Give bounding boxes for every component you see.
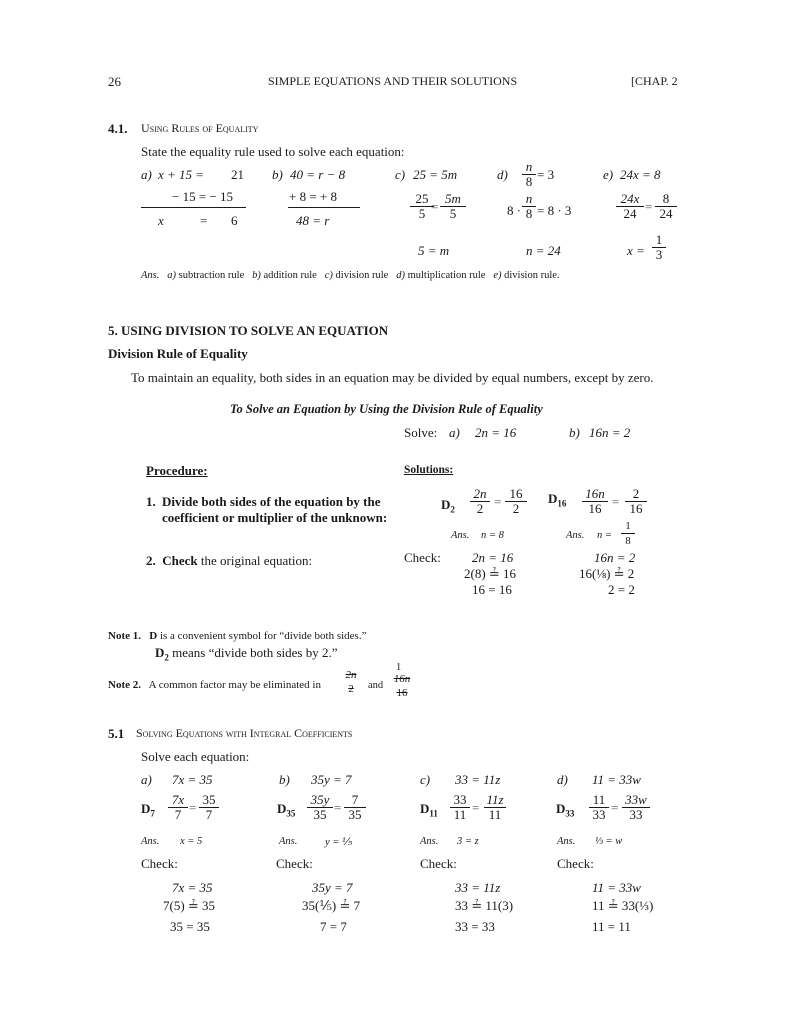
sum-rule bbox=[141, 207, 246, 208]
check-b-3: 2 = 2 bbox=[608, 582, 635, 597]
line1-right: 21 bbox=[231, 167, 244, 182]
line3-left: x bbox=[158, 213, 164, 228]
step-1-line-2: coefficient or multiplier of the unknown: bbox=[162, 510, 388, 525]
line1: 40 = r − 8 bbox=[290, 167, 346, 182]
equals: = bbox=[612, 494, 620, 509]
line2-left: 8 · bbox=[507, 203, 522, 218]
solve-b-label: b) bbox=[569, 425, 580, 440]
note-2-and: and bbox=[368, 680, 384, 691]
line3: 5 = m bbox=[418, 243, 450, 258]
check-b-1: 16n = 2 bbox=[594, 550, 636, 565]
label: a) bbox=[141, 167, 152, 182]
equals: = bbox=[645, 199, 653, 214]
equals: = bbox=[494, 494, 502, 509]
solve-label: Solve: bbox=[404, 425, 438, 440]
line3-eq: = bbox=[200, 213, 208, 228]
fraction-left: $\frac{24x}{24}$ bbox=[616, 192, 644, 221]
ans-label-a: Ans. bbox=[451, 530, 470, 541]
ans-value-a: n = 8 bbox=[481, 530, 504, 541]
chapter-label: [CHAP. 2 bbox=[631, 74, 678, 88]
problem-title-4-1: Using Rules of Equality bbox=[141, 121, 259, 135]
line2-right: = 8 · 3 bbox=[537, 203, 572, 218]
label: d) bbox=[497, 167, 508, 182]
ans-label-b: Ans. bbox=[566, 530, 585, 541]
subheading: To Solve an Equation by Using the Division Rule of Equality bbox=[230, 402, 543, 416]
procedure-heading: Procedure: bbox=[146, 463, 208, 478]
note-2-cancel-top: 1 bbox=[396, 662, 402, 673]
line3-right: 6 bbox=[231, 213, 238, 228]
line1-right: = 3 bbox=[537, 167, 555, 182]
page-number: 26 bbox=[108, 74, 121, 89]
line1: 24x = 8 bbox=[620, 167, 661, 182]
note-2-fraction-a: 2n 2 bbox=[345, 669, 357, 695]
fraction-n-over-8-b: $\frac{n}{8}$ bbox=[522, 192, 536, 221]
problem-title-5-1: Solving Equations with Integral Coefficients bbox=[136, 726, 353, 740]
fraction-2-over-16: $\frac{2}{16}$ bbox=[625, 487, 647, 516]
fraction-one-eighth: $\frac{1}{8}$ bbox=[621, 519, 635, 548]
rule-title: Division Rule of Equality bbox=[108, 346, 248, 361]
answers-4-1: Ans. a) subtraction rule b) addition rule c) division rule d) multiplication rule e) division rule. bbox=[141, 270, 560, 281]
fraction-16-over-2: $\frac{16}{2}$ bbox=[505, 487, 527, 516]
fraction-n-over-8: $\frac{n}{8}$ bbox=[522, 160, 536, 189]
line2: + 8 = + 8 bbox=[289, 189, 337, 204]
fraction-right: $\frac{8}{24}$ bbox=[655, 192, 677, 221]
line3: n = 24 bbox=[526, 243, 561, 258]
line2: − 15 = − 15 bbox=[172, 189, 233, 204]
check-a-1: 2n = 16 bbox=[472, 550, 514, 565]
problem-number-5-1: 5.1 bbox=[108, 726, 125, 741]
section-heading-5: 5. USING DIVISION TO SOLVE AN EQUATION bbox=[108, 323, 389, 338]
running-title: SIMPLE EQUATIONS AND THEIR SOLUTIONS bbox=[268, 74, 518, 88]
line1: 25 = 5m bbox=[413, 167, 458, 182]
fraction-left: $\frac{25}{5}$ bbox=[410, 192, 434, 221]
instruction-5-1: Solve each equation: bbox=[141, 749, 250, 764]
label: e) bbox=[603, 167, 614, 182]
ans-label: Ans. bbox=[141, 270, 160, 281]
fraction-2n-over-2: $\frac{2n}{2}$ bbox=[470, 487, 490, 516]
step-1-line-1: Divide both sides of the equation by the bbox=[162, 494, 381, 509]
line3: 48 = r bbox=[296, 213, 330, 228]
rule-text: To maintain an equality, both sides in an equation may be divided by equal numbers, except by zero. bbox=[131, 370, 654, 385]
check-label: Check: bbox=[404, 550, 441, 565]
instruction-4-1: State the equality rule used to solve each equation: bbox=[141, 144, 405, 159]
fraction-16n-over-16: $\frac{16n}{16}$ bbox=[582, 487, 608, 516]
check-a-3: 16 = 16 bbox=[472, 582, 512, 597]
fraction-right: $\frac{5m}{5}$ bbox=[440, 192, 466, 221]
sum-rule bbox=[288, 207, 360, 208]
note-1: Note 1. D is a convenient symbol for “divide both sides.” bbox=[108, 630, 367, 642]
equals: = bbox=[431, 199, 439, 214]
check-a-2: 2(8) ≟ 16 bbox=[464, 566, 517, 581]
check-b-2: 16(⅛) ≟ 2 bbox=[579, 566, 635, 581]
fraction-one-third: $\frac{1}{3}$ bbox=[652, 233, 666, 262]
solve-a-label: a) bbox=[449, 425, 460, 440]
label: b) bbox=[272, 167, 283, 182]
solutions-heading: Solutions: bbox=[404, 464, 454, 476]
line1: x + 15 = bbox=[158, 167, 205, 182]
ans-value-b: n = bbox=[597, 530, 612, 541]
problem-number-4-1: 4.1. bbox=[108, 121, 128, 136]
solve-a-eq: 2n = 16 bbox=[475, 425, 517, 440]
divide-operator-2: $D_2$ bbox=[441, 497, 455, 515]
label: c) bbox=[395, 167, 406, 182]
step-2: 2. Check the original equation: bbox=[146, 553, 313, 568]
note-2: Note 2. A common factor may be eliminated in bbox=[108, 679, 321, 691]
note-2-fraction-b: 16n 16 bbox=[393, 673, 411, 699]
step-1-number: 1. bbox=[146, 494, 156, 509]
note-1-line-2: $D_2$ means “divide both sides by 2.” bbox=[155, 645, 338, 663]
solve-b-eq: 16n = 2 bbox=[589, 425, 631, 440]
divide-operator-16: $D_{16}$ bbox=[548, 491, 567, 509]
line3-left: x = bbox=[627, 243, 645, 258]
